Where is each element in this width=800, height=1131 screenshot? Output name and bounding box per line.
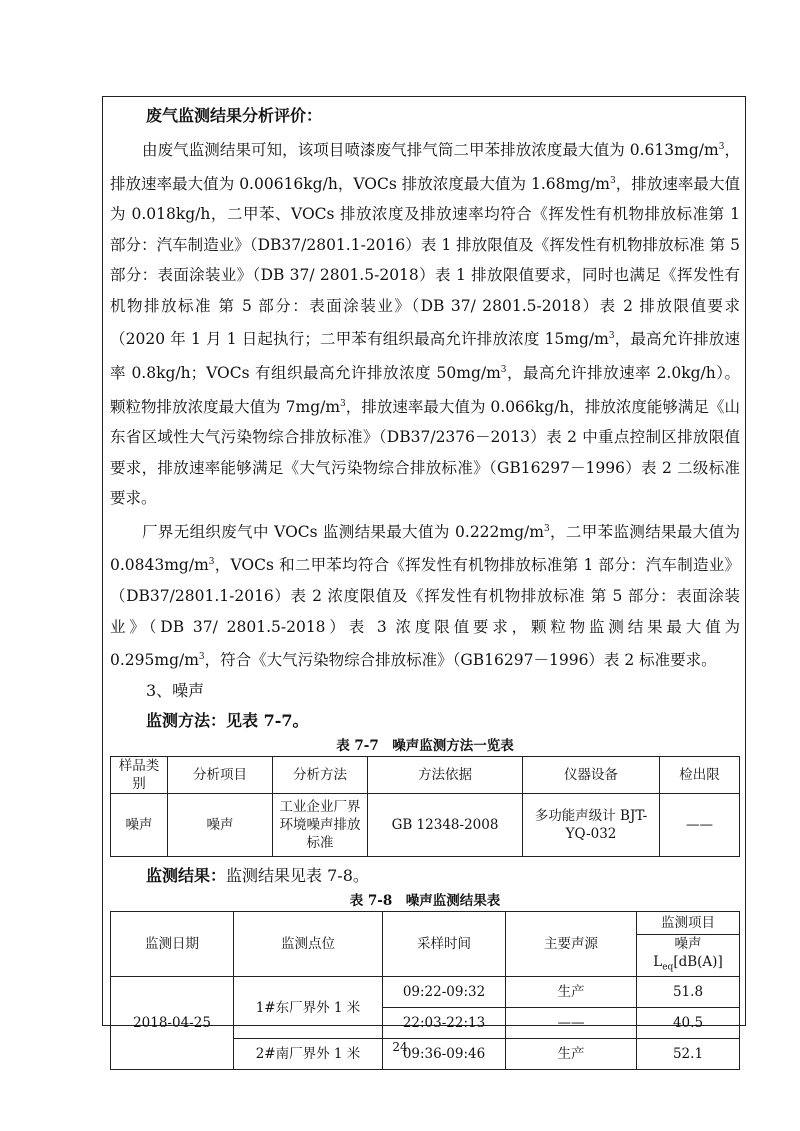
table-header-cell [637, 934, 740, 977]
superscript: 3 [608, 331, 615, 342]
date-cell: 2018-04-25 [111, 977, 234, 1070]
table-cell: 工业企业厂界环境噪声排放标准 [273, 793, 368, 856]
table-cell: 噪声 [168, 793, 273, 856]
table-header-cell: 样品类别 [111, 756, 168, 793]
superscript: 3 [340, 398, 346, 409]
value-cell: 52.1 [637, 1039, 740, 1070]
source-cell: 生产 [506, 1039, 637, 1070]
para2-seg2: ，二甲苯监测结果最大值为 0.0843mg/m [110, 522, 740, 575]
point-cell: 1#东厂界外 1 米 [234, 977, 383, 1039]
result-label: 监测结果： [146, 865, 227, 885]
para1-seg6: ，排放速率最大值为 0.066kg/h，排放浓度能够满足《山东省区域性大气污染物综合排放标准》（DB37/2376－2013）表 2 中重点控制区排放限值要求，排放速率能够满足《大气污染物综合排放标准》（GB16297－1996）表 2 二级标准要求。 [110, 397, 740, 508]
table-header-cell: 检出限 [660, 756, 740, 793]
table-header-row [111, 756, 740, 793]
page-content [110, 100, 740, 1070]
source-cell: —— [506, 1008, 637, 1039]
noise-label: 噪声 [674, 935, 702, 952]
analysis-paragraph-1 [110, 132, 740, 514]
table-header-cell: 分析项目 [168, 756, 273, 793]
value-cell: 51.8 [637, 977, 740, 1008]
leq-sub: eq [662, 962, 674, 973]
para1-seg4: ，最高允许排放速率 0.8kg/h；VOCs 有组织最高允许排放浓度 50mg/m [110, 330, 740, 383]
table-header-cell: 监测点位 [234, 911, 383, 977]
method-text: 见表 7-7。 [226, 710, 309, 730]
section-noise-title: 3、噪声 [146, 680, 205, 700]
superscript: 3 [198, 652, 205, 663]
superscript: 3 [718, 142, 725, 152]
value-cell: 40.5 [637, 1008, 740, 1039]
source-cell: 生产 [506, 977, 637, 1008]
leq-main: L [653, 953, 663, 970]
table-header-cell: 方法依据 [368, 756, 523, 793]
table-header-cell: 主要声源 [506, 911, 637, 977]
para1-seg5: ，最高允许排放速率 2.0kg/h）。颗粒物排放浓度最大值为 7mg/m [110, 364, 740, 416]
superscript: 3 [610, 175, 616, 186]
time-cell: 22:03-22:13 [383, 1008, 506, 1039]
para1-seg3: ，排放速率最大值为 0.018kg/h，二甲苯、VOCs 排放浓度及排放速率均符合《挥发性有机物排放标准第 1 部分：汽车制造业》（DB37/2801.1-2016）表 1 排放限值及《挥发性有机物排放标准 第 5 部分：表面涂装业》（DB 37/ 2801.5-2018）表 1 排放限值要求，同时也满足《挥发性有机物排放标准 第 5 部分：表面涂装业》（DB 37/ 2801.5-2018）表 2 排放限值要求（2020 年 1 月 1 日起执行；二甲苯有组织最高允许排放浓度 15mg/m [110, 174, 740, 349]
page-number: 24 [392, 1040, 408, 1054]
table-header-cell: 监测项目 [637, 911, 740, 934]
result-line [110, 861, 740, 891]
table-cell: 噪声 [111, 793, 168, 856]
section-heading: 废气监测结果分析评价： [146, 106, 323, 125]
leq-label [641, 953, 735, 977]
para2-seg4: ，符合《大气污染物综合排放标准》（GB16297－1996）表 2 标准要求。 [204, 651, 717, 670]
time-cell: 09:36-09:46 [383, 1039, 506, 1070]
table-header-cell: 仪器设备 [523, 756, 660, 793]
table-header-cell: 采样时间 [383, 911, 506, 977]
superscript: 3 [543, 523, 550, 534]
superscript: 3 [500, 364, 507, 375]
method-line [110, 706, 740, 736]
table-cell: GB 12348-2008 [368, 793, 523, 856]
table-row [111, 793, 740, 856]
analysis-paragraph-2 [110, 514, 740, 676]
point-cell: 2#南厂界外 1 米 [234, 1039, 383, 1070]
table-header-cell: 监测日期 [111, 911, 234, 977]
superscript: 3 [208, 557, 215, 568]
noise-method-table [110, 756, 740, 857]
para1-seg2: ，排放速率最大值为 0.00616kg/h，VOCs 排放浓度最大值为 1.68mg/m [110, 141, 740, 193]
time-cell: 09:22-09:32 [383, 977, 506, 1008]
para2-seg3: ，VOCs 和二甲苯均符合《挥发性有机物排放标准第 1 部分：汽车制造业》（DB37/2801.1-2016）表 2 浓度限值及《挥发性有机物排放标准 第 5 部分：表面涂装业》（DB 37/ 2801.5-2018）表 3 浓度限值要求，颗粒物监测结果最大值为 0.295mg/m [110, 556, 740, 670]
leq-unit: [dB(A)] [673, 953, 723, 970]
table2-caption: 表 7-8 噪声监测结果表 [349, 892, 501, 909]
para2-seg1: 厂界无组织废气中 VOCs 监测结果最大值为 0.222mg/m [142, 522, 544, 541]
method-label: 监测方法： [146, 710, 227, 730]
table-header-cell: 分析方法 [273, 756, 368, 793]
table-cell: —— [660, 793, 740, 856]
result-text: 监测结果见表 7-8。 [226, 865, 369, 885]
table1-caption: 表 7-7 噪声监测方法一览表 [336, 737, 514, 754]
para1-seg1: 由废气监测结果可知，该项目喷漆废气排气筒二甲苯排放浓度最大值为 0.613mg/m [142, 141, 719, 160]
table-cell: 多功能声级计 BJT-YQ-032 [523, 793, 660, 856]
table-header-row [111, 911, 740, 934]
table-row [111, 977, 740, 1008]
